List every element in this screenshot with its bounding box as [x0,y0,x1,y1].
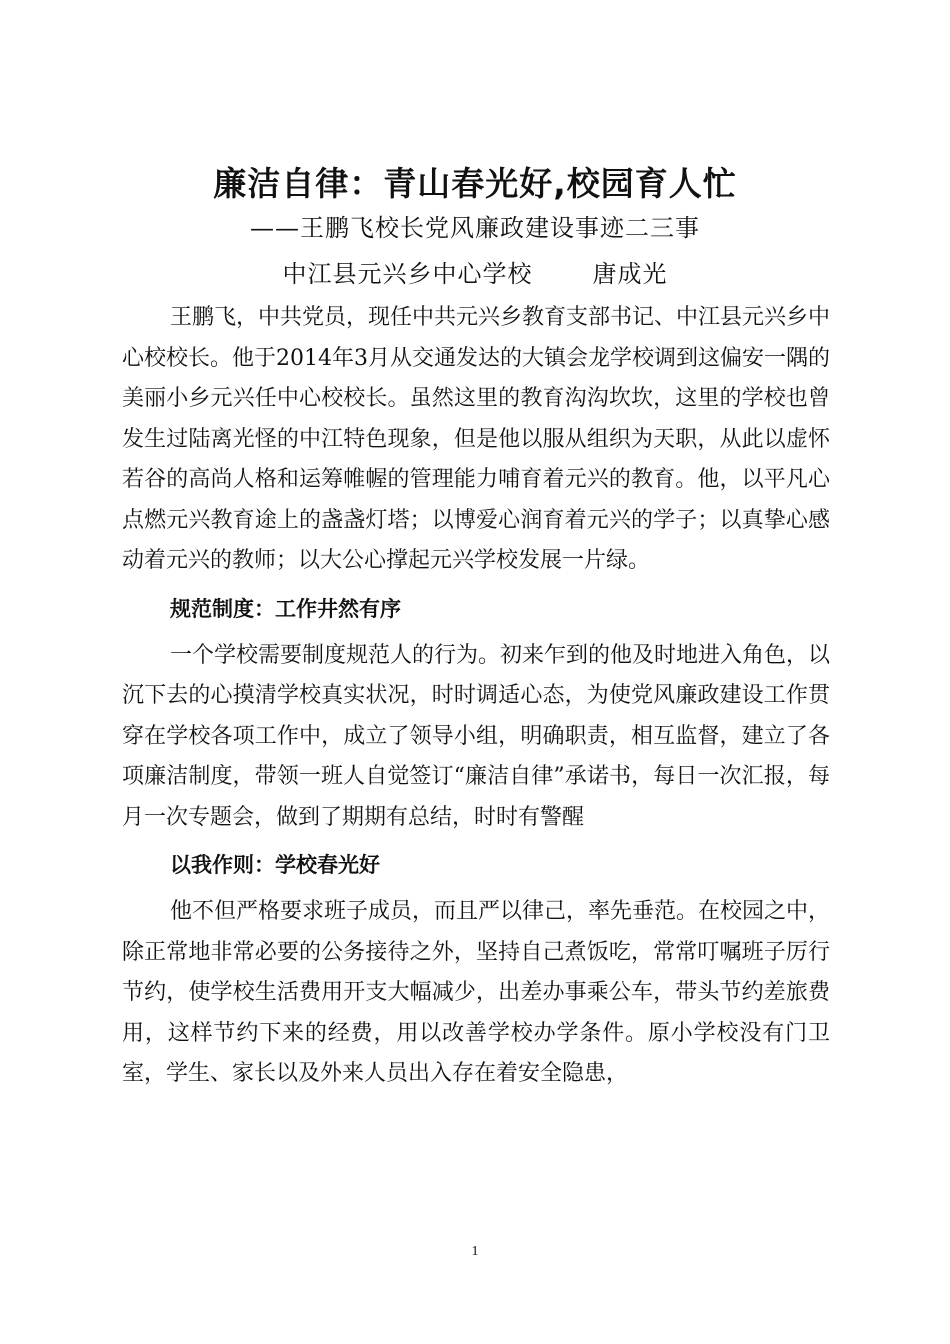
section-heading: 以我作则：学校春光好 [170,853,380,877]
page-number: 1 [471,1244,479,1259]
section-paragraph: 他不但严格要求班子成员，而且严以律己，率先垂范。在校园之中，除正常地非常必要的公务接待之外，坚持自己煮饭吃，常常叮嘱班子厉行节约，使学校生活费用开支大幅减少，出差办事乘公车，带头节约差旅费用，这样节约下来的经费，用以改善学校办学条件。原小学校没有门卫室，学生、家长以及外来人员出入存在着安全隐患， [122,899,831,1086]
document-title: 廉洁自律：青山春光好,校园育人忙 [213,164,737,203]
author-name: 唐成光 [592,260,668,288]
document-body [122,298,830,1095]
section-paragraph: 一个学校需要制度规范人的行为。初来乍到的他及时地进入角色，以沉下去的心摸清学校真实状况，时时调适心态，为使党风廉政建设工作贯穿在学校各项工作中，成立了领导小组，明确职责，相互监督，建立了各项廉洁制度，带领一班人自觉签订“廉洁自律”承诺书，每日一次汇报，每月一次专题会，做到了期期有总结，时时有警醒 [122,642,831,830]
document-subtitle: ——王鹏飞校长党风廉政建设事迹二三事 [250,214,700,242]
section-heading: 规范制度：工作井然有序 [170,596,401,621]
intro-paragraph: 王鹏飞，中共党员，现任中共元兴乡教育支部书记、中江县元兴乡中心校校长。他于2014年3月从交通发达的大镇会龙学校调到这偏安一隅的美丽小乡元兴任中心校校长。虽然这里的教育沟沟坎坎，这里的学校也曾发生过陆离光怪的中江特色现象，但是他以服从组织为天职，从此以虚怀若谷的高尚人格和运筹帷幄的管理能力哺育着元兴的教育。他，以平凡心点燃元兴教育途上的盏盏灯塔；以博爱心润育着元兴的学子；以真挚心感动着元兴的教师；以大公心撑起元兴学校发展一片绿。 [122,305,831,573]
author-byline [0,254,950,294]
author-organization: 中江县元兴乡中心学校 [282,260,533,288]
